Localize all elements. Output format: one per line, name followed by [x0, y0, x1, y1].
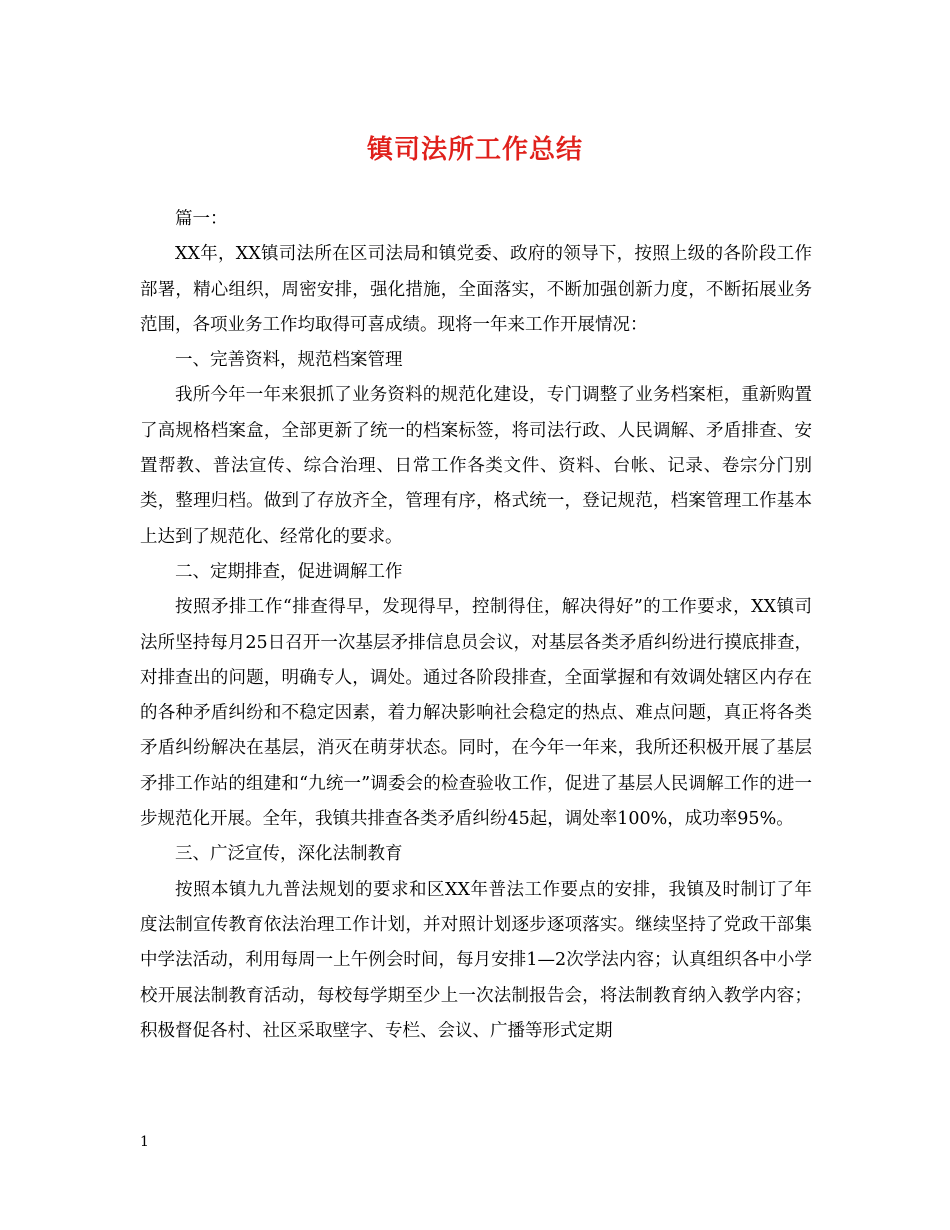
section-heading-1: 一、完善资料，规范档案管理	[175, 350, 403, 371]
document-body	[140, 202, 812, 1049]
section-label: 篇一：	[175, 209, 228, 229]
intro-paragraph: XX年，XX镇司法所在区司法局和镇党委、政府的领导下，按照上级的各阶段工作部署，精心组织，周密安排，强化措施，全面落实，不断加强创新力度，不断拓展业务范围，各项业务工作均取得可喜成绩。现将一年来工作开展情况：	[140, 244, 812, 335]
section-heading-2: 二、定期排查，促进调解工作	[175, 561, 403, 582]
page-number: 1	[140, 1134, 149, 1150]
section-2-paragraph: 按照矛排工作“排查得早，发现得早，控制得住，解决得好”的工作要求，XX镇司法所坚持每月25日召开一次基层矛排信息员会议，对基层各类矛盾纠纷进行摸底排查，对排查出的问题，明确专人，调处。通过各阶段排查，全面掌握和有效调处辖区内存在的各种矛盾纠纷和不稳定因素，着力解决影响社会稳定的热点、难点问题，真正将各类矛盾纠纷解决在基层，消灭在萌芽状态。同时，在今年一年来，我所还积极开展了基层矛排工作站的组建和“九统一”调委会的检查验收工作，促进了基层人民调解工作的进一步规范化开展。全年，我镇共排查各类矛盾纠纷45起，调处率100%，成功率95%。	[140, 597, 812, 830]
section-heading-3: 三、广泛宣传，深化法制教育	[175, 844, 403, 865]
section-1-paragraph: 我所今年一年来狠抓了业务资料的规范化建设，专门调整了业务档案柜，重新购置了高规格档案盒，全部更新了统一的档案标签，将司法行政、人民调解、矛盾排查、安置帮教、普法宣传、综合治理、日常工作各类文件、资料、台帐、记录、卷宗分门别类，整理归档。做到了存放齐全，管理有序，格式统一，登记规范，档案管理工作基本上达到了规范化、经常化的要求。	[140, 385, 812, 547]
section-3-paragraph: 按照本镇九九普法规划的要求和区XX年普法工作要点的安排，我镇及时制订了年度法制宣传教育依法治理工作计划，并对照计划逐步逐项落实。继续坚持了党政干部集中学法活动，利用每周一上午例会时间，每月安排1—2次学法内容；认真组织各中小学校开展法制教育活动，每校每学期至少上一次法制报告会，将法制教育纳入教学内容；积极督促各村、社区采取壁字、专栏、会议、广播等形式定期	[140, 879, 812, 1041]
document-title: 镇司法所工作总结	[366, 135, 583, 165]
